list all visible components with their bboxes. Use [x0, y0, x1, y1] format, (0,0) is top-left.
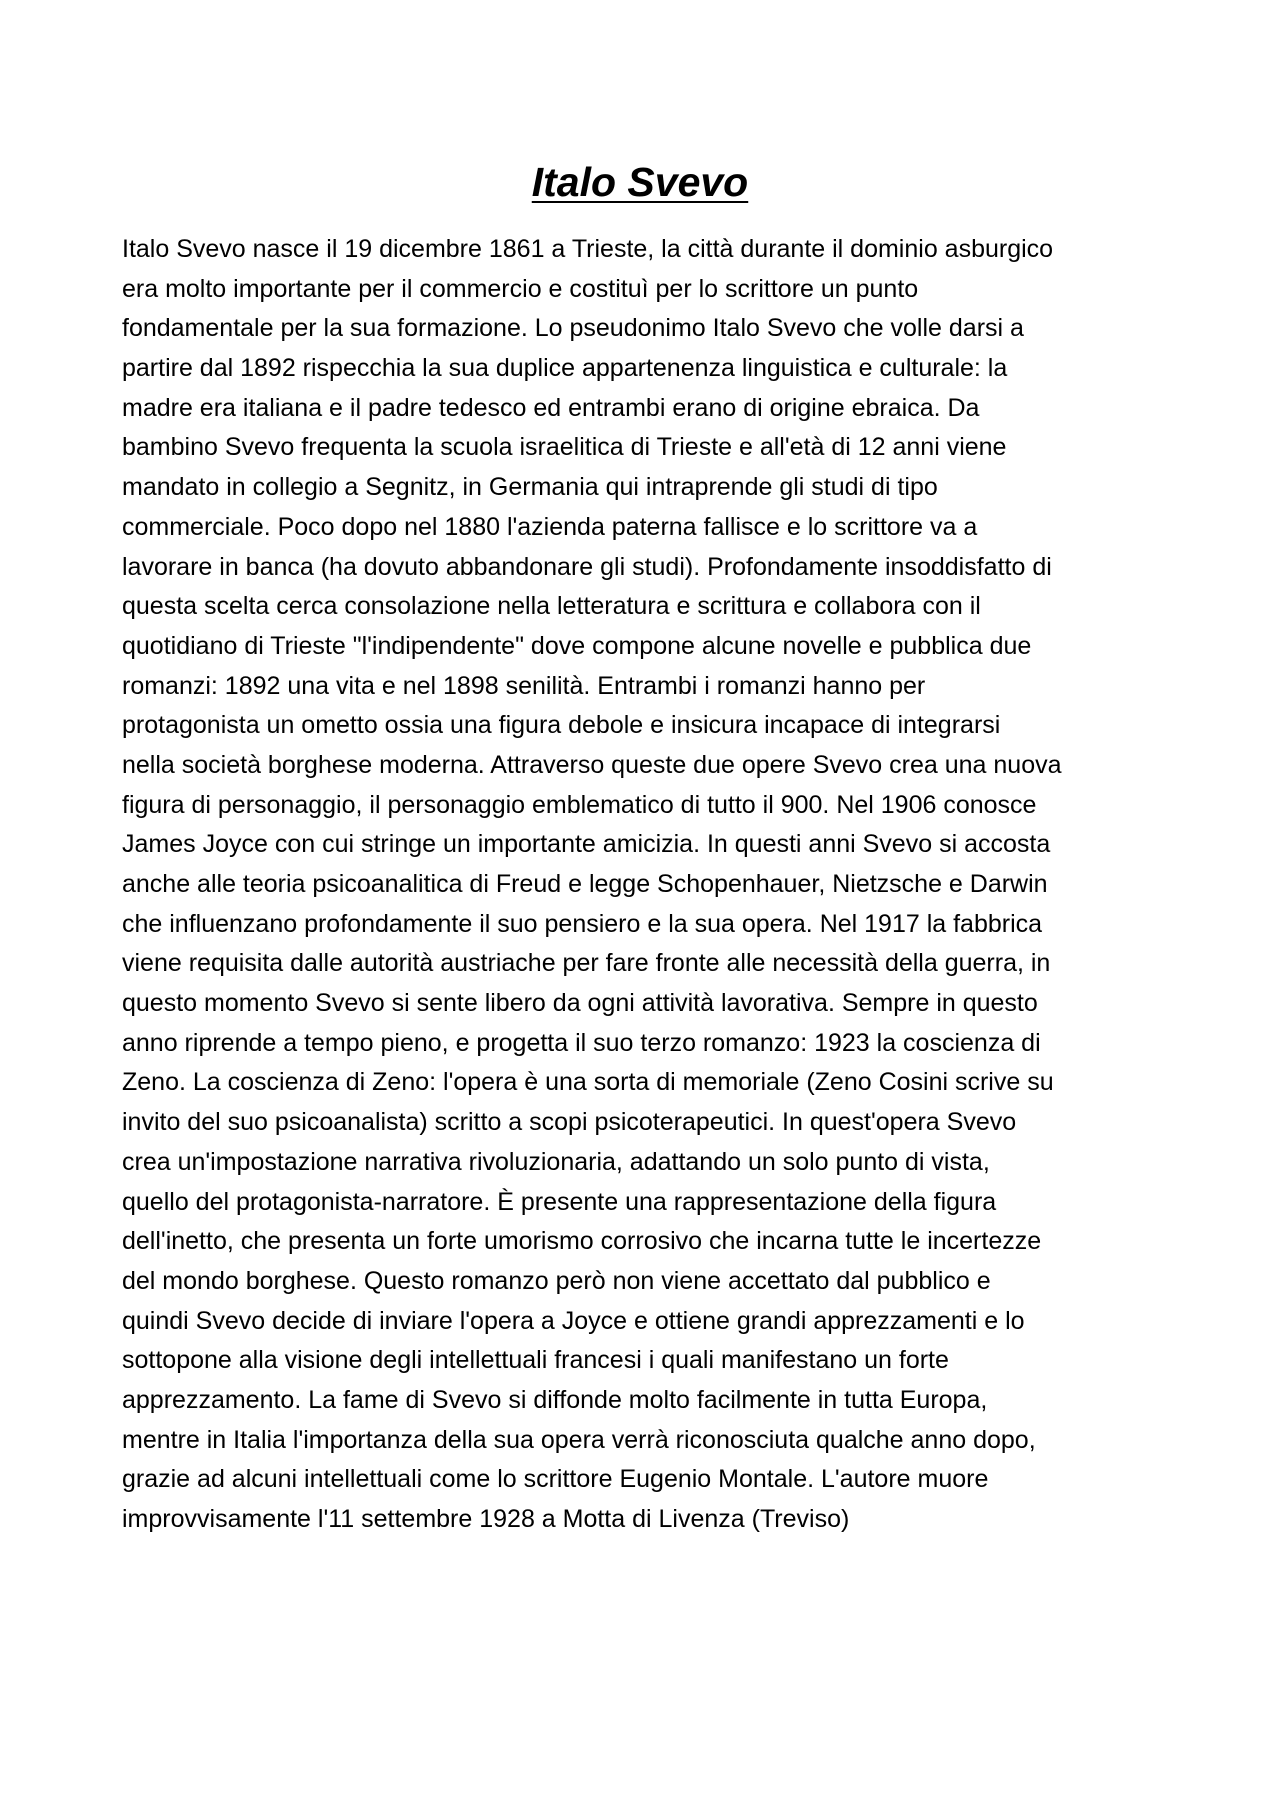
body-line: figura di personaggio, il personaggio emblematico di tutto il 900. Nel 1906 conosce: [122, 790, 1037, 819]
body-line: mentre in Italia l'importanza della sua opera verrà riconosciuta qualche anno dopo,: [122, 1425, 1036, 1454]
body-line: questo momento Svevo si sente libero da ogni attività lavorativa. Sempre in questo: [122, 989, 1038, 1018]
document-title: [0, 156, 1280, 208]
body-line: nella società borghese moderna. Attraverso queste due opere Svevo crea una nuova: [122, 750, 1062, 779]
body-line: apprezzamento. La fame di Svevo si diffonde molto facilmente in tutta Europa,: [122, 1385, 988, 1414]
body-line: lavorare in banca (ha dovuto abbandonare gli studi). Profondamente insoddisfatto di: [122, 552, 1052, 581]
body-line: dell'inetto, che presenta un forte umorismo corrosivo che incarna tutte le incertezze: [122, 1227, 1042, 1256]
body-line: viene requisita dalle autorità austriache per fare fronte alle necessità della guerra, in: [122, 949, 1051, 978]
body-line: partire dal 1892 rispecchia la sua duplice appartenenza linguistica e culturale: la: [122, 354, 1008, 383]
body-line: bambino Svevo frequenta la scuola israelitica di Trieste e all'età di 12 anni viene: [122, 433, 1007, 462]
document-title-text: Italo Svevo: [531, 159, 749, 205]
body-line: che influenzano profondamente il suo pensiero e la sua opera. Nel 1917 la fabbrica: [122, 909, 1043, 938]
body-line: crea un'impostazione narrativa rivoluzionaria, adattando un solo punto di vista,: [122, 1147, 990, 1176]
body-line: madre era italiana e il padre tedesco ed entrambi erano di origine ebraica. Da: [122, 393, 980, 422]
body-line: anche alle teoria psicoanalitica di Freud e legge Schopenhauer, Nietzsche e Darwin: [122, 870, 1048, 898]
body-line: quotidiano di Trieste "l'indipendente" dove compone alcune novelle e pubblica due: [122, 631, 1032, 660]
body-line: romanzi: 1892 una vita e nel 1898 senilità. Entrambi i romanzi hanno per: [122, 671, 926, 700]
body-line: quindi Svevo decide di inviare l'opera a Joyce e ottiene grandi apprezzamenti e lo: [122, 1306, 1025, 1335]
body-line: mandato in collegio a Segnitz, in Germania qui intraprende gli studi di tipo: [122, 473, 938, 502]
body-line: protagonista un ometto ossia una figura debole e insicura incapace di integrarsi: [122, 711, 1001, 740]
body-line: anno riprende a tempo pieno, e progetta il suo terzo romanzo: 1923 la coscienza di: [122, 1028, 1041, 1057]
body-line: invito del suo psicoanalista) scritto a scopi psicoterapeutici. In quest'opera Svevo: [122, 1108, 1017, 1137]
body-line: del mondo borghese. Questo romanzo però non viene accettato dal pubblico e: [122, 1266, 991, 1295]
body-line: improvvisamente l'11 settembre 1928 a Motta di Livenza (Treviso): [122, 1505, 850, 1533]
body-line: Italo Svevo nasce il 19 dicembre 1861 a Trieste, la città durante il dominio asburgico: [122, 235, 1054, 263]
document-body: [122, 230, 1172, 1540]
body-line: fondamentale per la sua formazione. Lo pseudonimo Italo Svevo che volle darsi a: [122, 314, 1024, 343]
body-line: questa scelta cerca consolazione nella letteratura e scrittura e collabora con il: [122, 592, 981, 621]
body-line: sottopone alla visione degli intellettuali francesi i quali manifestano un forte: [122, 1346, 949, 1375]
body-line: era molto importante per il commercio e costituì per lo scrittore un punto: [122, 274, 919, 303]
body-line: James Joyce con cui stringe un importante amicizia. In questi anni Svevo si accosta: [122, 830, 1051, 859]
body-line: commerciale. Poco dopo nel 1880 l'azienda paterna fallisce e lo scrittore va a: [122, 512, 978, 541]
body-line: Zeno. La coscienza di Zeno: l'opera è una sorta di memoriale (Zeno Cosini scrive su: [122, 1068, 1054, 1097]
body-line: grazie ad alcuni intellettuali come lo scrittore Eugenio Montale. L'autore muore: [122, 1465, 989, 1494]
body-line: quello del protagonista-narratore. È presente una rappresentazione della figura: [122, 1187, 997, 1216]
